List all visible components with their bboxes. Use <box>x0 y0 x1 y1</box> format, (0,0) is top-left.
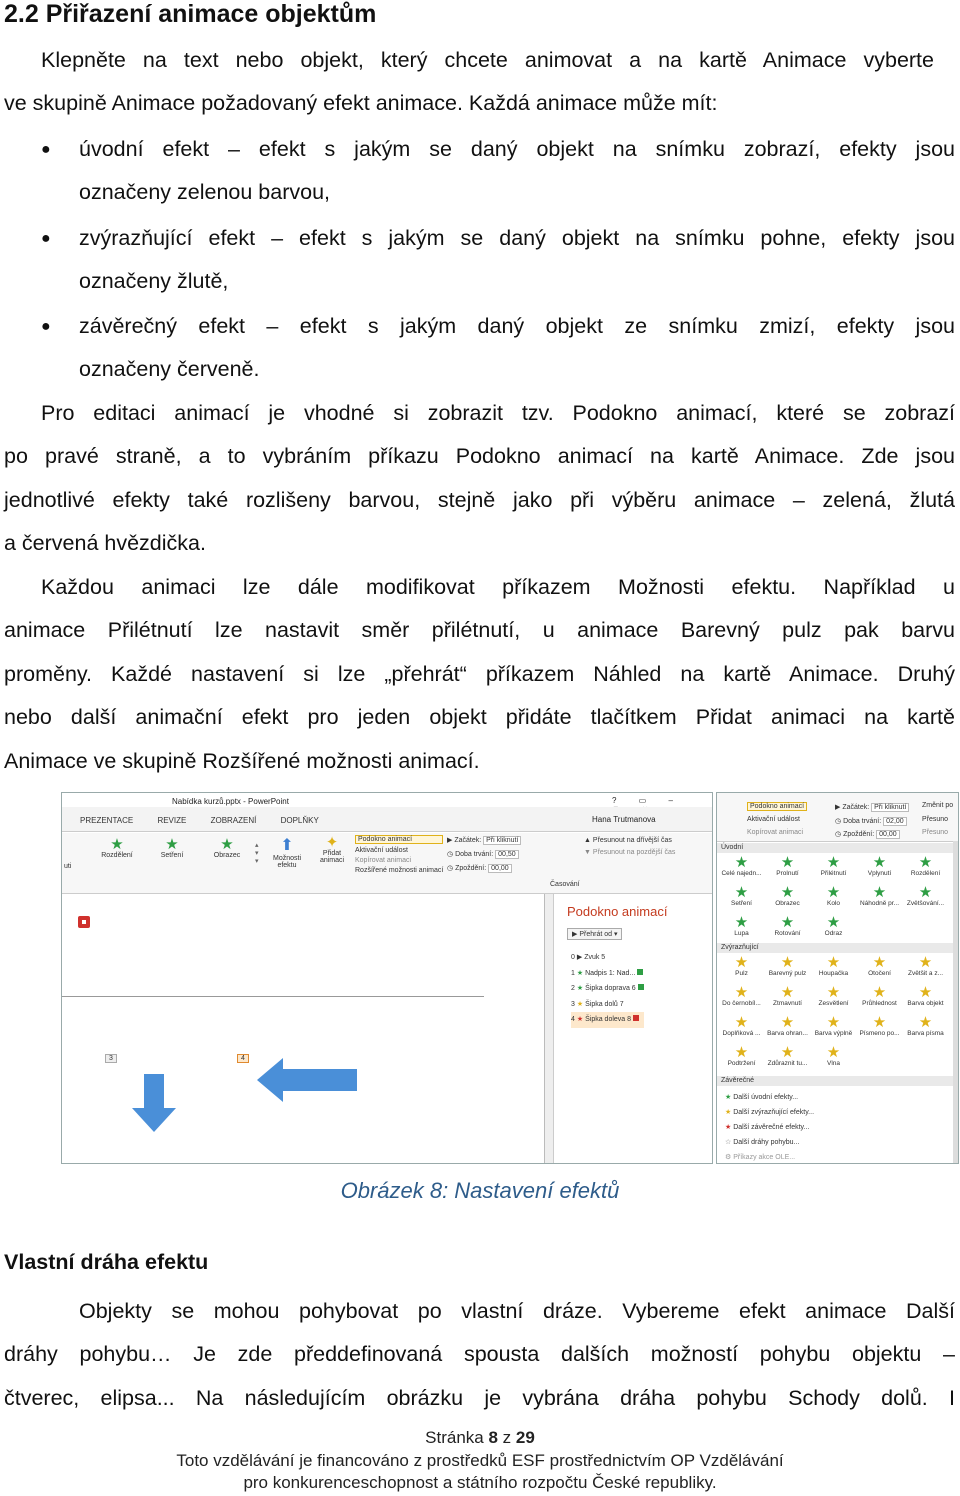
footer-line-2: pro konkurenceschopnost a státního rozpočtu České republiky. <box>243 1473 717 1492</box>
star-icon: ★ <box>734 1044 749 1061</box>
gallery-effect-item[interactable] <box>719 1045 764 1067</box>
gallery-effect-label: Barva písma <box>907 1030 944 1037</box>
para3-line-3: proměny. Každé nastavení si lze „přehrát“ příkazem Náhled na kartě Animace. Druhý <box>4 662 955 686</box>
green-star-icon: ★ <box>110 836 124 853</box>
bullet-1-line-1: úvodní efekt – efekt s jakým se daný objekt na snímku zobrazí, efekty jsou <box>79 137 955 161</box>
page-number: Stránka 8 z 29 <box>425 1428 535 1447</box>
start-select[interactable]: Při kliknutí <box>483 836 521 845</box>
gallery-effect-label: Rozdělení <box>910 870 941 877</box>
gallery-effect-label: Barevný pulz <box>768 970 807 977</box>
duration-input[interactable]: 00,50 <box>495 850 519 859</box>
gallery-effect-item[interactable] <box>811 985 856 1007</box>
bullet-2-line-1: zvýrazňující efekt – efekt s jakým se daný objekt na snímku pohne, efekty jsou <box>79 226 955 250</box>
intro-line-1: Klepněte na text nebo objekt, který chcete animovat a na kartě Animace vyberte <box>41 48 934 72</box>
gallery-effect-label: Otočení <box>868 970 891 977</box>
gallery-effect-label: Ztmavnutí <box>773 1000 802 1007</box>
star-icon: ★ <box>734 884 749 901</box>
gallery-effect-item[interactable] <box>765 1045 810 1067</box>
gallery-effect-label: Vlna <box>826 1060 840 1067</box>
reorder-group <box>584 837 675 856</box>
gallery-effect-item[interactable] <box>811 1045 856 1067</box>
add-animation-button[interactable]: ✦ Přidat animaci <box>312 835 352 864</box>
move-later-button[interactable]: ▼ Přesunout na pozdější čas <box>584 849 676 856</box>
more-entrance-link[interactable]: ★ Další úvodní efekty... <box>725 1094 799 1101</box>
gallery-effect-item[interactable] <box>765 885 810 907</box>
star-icon: ★ <box>734 954 749 971</box>
bullet-icon: ● <box>41 318 51 335</box>
star-icon: ★ <box>734 984 749 1001</box>
gallery-effect-label: Barva ohran... <box>767 1030 808 1037</box>
pane-scrollbar[interactable] <box>545 894 554 1163</box>
star-icon: ★ <box>734 854 749 871</box>
animation-tag-3[interactable]: 3 <box>105 1054 117 1063</box>
gallery-effect-item[interactable] <box>719 955 764 977</box>
gallery-effect-item[interactable] <box>811 885 856 907</box>
pane-list <box>571 950 644 1028</box>
gallery-effect-label: Vplynutí <box>867 870 892 877</box>
star-icon: ★ <box>780 914 795 931</box>
star-icon: ★ <box>918 854 933 871</box>
tab-prezentace[interactable]: PREZENTACE <box>80 816 134 825</box>
bullet-2-line-2: označeny žlutě, <box>79 269 229 293</box>
gallery-effect-item[interactable] <box>857 855 902 877</box>
gallery-effect-label: Přilétnutí <box>820 870 847 877</box>
star-icon: ★ <box>780 1014 795 1031</box>
gallery-effect-label: Setření <box>731 900 752 907</box>
effect-options-button[interactable]: ⬆ Možnosti efektu <box>267 835 307 869</box>
para3-line-1: Každou animaci lze dále modifikovat příkazem Možnosti efektu. Například u <box>41 575 955 599</box>
pane-item[interactable]: 2 ★ Šipka doprava 6 <box>571 981 644 997</box>
gallery-effect-item[interactable] <box>765 985 810 1007</box>
gallery-effect-item[interactable] <box>719 855 764 877</box>
figure-caption: Obrázek 8: Nastavení efektů <box>340 1178 620 1203</box>
powerpoint-screenshot <box>61 792 713 1164</box>
gallery-effect-item[interactable] <box>811 855 856 877</box>
gallery-move-later[interactable]: Přesuno <box>922 829 949 836</box>
star-icon: ★ <box>826 984 841 1001</box>
star-icon: ★ <box>780 984 795 1001</box>
para2-line-1: Pro editaci animací je vhodné si zobrazit tzv. Podokno animací, které se zobrazí <box>41 401 955 425</box>
tab-doplnky[interactable]: DOPLŇKY <box>280 816 319 825</box>
star-icon: ★ <box>872 984 887 1001</box>
gallery-delay-input[interactable]: 00,00 <box>876 830 900 839</box>
gallery-effect-label: Pulz <box>735 970 748 977</box>
gallery-effect-label: Obrazec <box>775 900 800 907</box>
star-icon: ★ <box>872 884 887 901</box>
gallery-effect-label: Doplňková ... <box>722 1030 761 1037</box>
star-icon: ★ <box>780 954 795 971</box>
section-exit: Závěrečné <box>717 1076 957 1086</box>
intro-line-2: ve skupině Animace požadovaný efekt animace. Každá animace může mít: <box>4 91 718 115</box>
gallery-effect-label: Zdůraznit tu... <box>767 1060 808 1067</box>
star-icon: ★ <box>918 1014 933 1031</box>
gallery-effect-label: Prolnutí <box>776 870 799 877</box>
ribbon <box>62 833 712 894</box>
gallery-effect-item[interactable] <box>765 915 810 937</box>
gallery-effect-label: Barva objekt <box>907 1000 944 1007</box>
gallery-effect-label: Do černobíl... <box>722 1000 761 1007</box>
para2-line-2: po pravé straně, a to vybráním příkazu Podokno animací na kartě Animace. Zde jsou <box>4 444 955 468</box>
slide-canvas[interactable] <box>62 894 544 1163</box>
star-icon: ★ <box>826 954 841 971</box>
gallery-effect-item[interactable] <box>719 1015 764 1037</box>
pane-item[interactable]: 1 ★ Nadpis 1: Nad... <box>571 966 644 982</box>
gallery-effect-label: Zesvětlení <box>818 1000 849 1007</box>
gallery-effect-label: Průhlednost <box>862 1000 897 1007</box>
delay-input[interactable]: 00,00 <box>488 864 512 873</box>
animation-pane-button[interactable]: Podokno animací <box>355 835 443 844</box>
gallery-effect-item[interactable] <box>857 985 902 1007</box>
move-earlier-button[interactable]: ▲ Přesunout na dřívější čas <box>584 837 672 844</box>
effect-setreni[interactable]: ★ Setření <box>152 837 192 859</box>
more-emphasis-link[interactable]: ★ Další zvýrazňující efekty... <box>725 1109 815 1116</box>
gallery-effect-label: Houpačka <box>818 970 849 977</box>
pane-item[interactable]: 0 ▶ Zvuk 5 <box>571 954 606 961</box>
animation-painter-button[interactable]: Kopírovat animaci <box>355 857 412 864</box>
gallery-effect-item[interactable] <box>765 955 810 977</box>
more-motion-paths-link[interactable]: ☆ Další dráhy pohybu... <box>725 1139 800 1146</box>
star-icon: ★ <box>872 1014 887 1031</box>
play-from-button[interactable]: ▶ Přehrát od ▾ <box>567 928 622 940</box>
star-icon: ★ <box>826 914 841 931</box>
para2-line-4: a červená hvězdička. <box>4 531 206 555</box>
gallery-effect-item[interactable] <box>857 885 902 907</box>
bullet-1-line-2: označeny zelenou barvou, <box>79 180 331 204</box>
ribbon-cut-label: uti <box>64 863 72 870</box>
gallery-effect-label: Rotování <box>774 930 801 937</box>
window-controls[interactable]: ? ▭ – <box>612 796 683 805</box>
effect-rozdeleni[interactable]: ★ Rozdělení <box>97 837 137 859</box>
star-icon: ★ <box>826 854 841 871</box>
effect-obrazec[interactable]: ★ Obrazec <box>207 837 247 859</box>
section-heading: 2.2 Přiřazení animace objektům <box>4 0 377 28</box>
section-emphasis: Zvýrazňující <box>717 943 957 953</box>
green-star-icon: ★ <box>220 836 234 853</box>
gallery-effect-item[interactable] <box>765 1015 810 1037</box>
star-icon: ★ <box>918 884 933 901</box>
gallery-scrollbar[interactable] <box>953 841 958 1163</box>
star-icon: ★ <box>734 914 749 931</box>
gallery-effect-item[interactable] <box>719 915 764 937</box>
gallery-effect-label: Náhodně pr... <box>859 900 900 907</box>
star-plus-icon: ✦ <box>325 834 339 851</box>
bullet-icon: ● <box>41 230 51 247</box>
gallery-scroll-icon[interactable]: ▴ ▾ ▾ <box>255 842 259 865</box>
star-icon: ★ <box>918 984 933 1001</box>
gallery-effect-label: Zvětšit a z... <box>907 970 944 977</box>
gallery-painter[interactable]: Kopírovat animaci <box>747 829 804 836</box>
gallery-effect-item[interactable] <box>903 985 948 1007</box>
down-arrow-shape[interactable] <box>132 1074 176 1132</box>
gallery-effect-label: Kolo <box>826 900 840 907</box>
star-icon: ★ <box>826 1014 841 1031</box>
gallery-effect-item[interactable] <box>857 1015 902 1037</box>
gallery-effect-item[interactable] <box>903 1015 948 1037</box>
star-icon: ★ <box>734 1014 749 1031</box>
gallery-effect-label: Celé najedn... <box>721 870 762 877</box>
gallery-effect-label: Podtržení <box>727 1060 756 1067</box>
gallery-effect-item[interactable] <box>857 955 902 977</box>
tab-zobrazeni[interactable]: ZOBRAZENÍ <box>210 816 257 825</box>
trigger-button[interactable]: Aktivační událost <box>355 847 408 854</box>
star-icon: ★ <box>780 1044 795 1061</box>
gallery-effect-item[interactable] <box>811 915 856 937</box>
gallery-effect-label: Odraz <box>824 930 843 937</box>
para3-line-4: nebo další animační efekt pro jeden objekt přidáte tlačítkem Přidat animaci na kartě <box>4 705 955 729</box>
animation-tag-4[interactable]: 4 <box>237 1054 249 1063</box>
star-icon: ★ <box>826 1044 841 1061</box>
gallery-pane-button[interactable]: Podokno animací <box>747 802 807 811</box>
bullet-3-line-1: závěrečný efekt – efekt s jakým daný objekt ze snímku zmizí, efekty jsou <box>79 314 955 338</box>
more-effects-list <box>725 1090 814 1164</box>
more-exit-link[interactable]: ★ Další závěrečné efekty... <box>725 1124 810 1131</box>
pane-item[interactable]: 3 ★ Šipka dolů 7 <box>571 1000 624 1008</box>
pane-item-selected[interactable]: 4 ★ Šipka doleva 8 <box>571 1012 644 1028</box>
left-arrow-shape[interactable] <box>257 1058 357 1102</box>
gallery-effect-item[interactable] <box>903 885 948 907</box>
gallery-effect-item[interactable] <box>719 885 764 907</box>
para3-line-5: Animace ve skupině Rozšířené možnosti animací. <box>4 749 480 773</box>
para2-line-3: jednotlivé efekty také rozlišeny barvou, stejně jako při výběru animace – zelená, žlutá <box>4 488 955 512</box>
tab-revize[interactable]: REVIZE <box>157 816 187 825</box>
green-star-icon: ★ <box>165 836 179 853</box>
section-entrance: Úvodní <box>717 843 957 853</box>
star-icon: ★ <box>872 854 887 871</box>
gallery-effect-label: Písmeno po... <box>859 1030 900 1037</box>
gallery-duration-input[interactable]: 02,00 <box>883 817 907 826</box>
star-icon: ★ <box>826 884 841 901</box>
para3-line-2: animace Přilétnutí lze nastavit směr přilétnutí, u animace Barevný pulz pak barvu <box>4 618 955 642</box>
gallery-reorder-label: Změnit po <box>922 802 954 809</box>
gallery-move-earlier[interactable]: Přesuno <box>922 816 949 823</box>
bullet-icon: ● <box>41 141 51 158</box>
bullet-3-line-2: označeny červeně. <box>79 357 260 381</box>
gallery-effect-item[interactable] <box>765 855 810 877</box>
window-title: Nabídka kurzů.pptx - PowerPoint <box>172 797 289 806</box>
arrow-up-icon: ⬆ <box>280 837 294 854</box>
gallery-effect-item[interactable] <box>719 985 764 1007</box>
gallery-effect-item[interactable] <box>811 955 856 977</box>
timing-group: ▶ Začátek: Při kliknutí ◷ Doba trvání: 00,50 ◷ Zpoždění: 00,00 <box>447 835 521 874</box>
gallery-effect-item[interactable] <box>903 955 948 977</box>
para4-line-3: čtverec, elipsa... Na následujícím obrázku je vybrána dráha pohybu Schody dolů. I <box>4 1386 955 1410</box>
gallery-start-select[interactable]: Při kliknutí <box>871 803 909 812</box>
gallery-effect-item[interactable] <box>903 855 948 877</box>
gallery-effect-item[interactable] <box>811 1015 856 1037</box>
animation-pane <box>544 894 713 1163</box>
ole-actions-link[interactable]: ⚙ Příkazy akce OLE... <box>725 1154 796 1161</box>
pane-title: Podokno animací <box>567 904 668 919</box>
slide-line <box>62 996 484 997</box>
animation-gallery-screenshot: Podokno animací Aktivační událost Kopírovat animaci ▶ Začátek: Při kliknutí ◷ Doba trvání: 02,00 ◷ Zpoždění: 00,00 Změnit po Přesuno Přesuno Úvodní ★ Celé najedn... ★ Prolnutí ★ Přilétnutí ★ Vplynutí ★ Rozdělení ★ Setření ★ Obrazec ★ Kolo ★ Náhodně pr... ★ Zvětšování... ★ Lupa ★ Rotování ★ Odraz Zvýrazňující ★ Pulz ★ Barevný pulz ★ Houpačka ★ Otočení ★ Zvětšit a z... ★ Do černobíl... ★ Ztmavnutí ★ Zesvětlení ★ Průhlednost ★ Barva objekt ★ Doplňková ... ★ Barva ohran... ★ Barva výplně ★ Písmeno po... ★ Barva písma ★ Podtržení ★ Zdůraznit tu... ★ Vlna Závěrečné ★ Další úvodní efekty... ★ Další zvýrazňující efekty... ★ Další závěrečné efekty... ☆ Další dráhy pohybu... ⚙ Příkazy akce OLE... <box>716 792 959 1164</box>
gallery-trigger[interactable]: Aktivační událost <box>747 816 800 823</box>
gallery-effect-label: Barva výplně <box>814 1030 853 1037</box>
star-icon: ★ <box>780 854 795 871</box>
footer-line-1: Toto vzdělávání je financováno z prostředků ESF prostřednictvím OP Vzdělávání <box>176 1451 784 1470</box>
ribbon-tabs <box>62 807 712 832</box>
subheading: Vlastní dráha efektu <box>4 1250 209 1274</box>
advanced-animation-group: Rozšířené možnosti animací <box>355 867 444 874</box>
gallery-effect-label: Zvětšování... <box>906 900 945 907</box>
user-name[interactable]: Hana Trutmanova <box>592 815 656 824</box>
star-icon: ★ <box>918 954 933 971</box>
star-icon: ★ <box>872 954 887 971</box>
para4-line-1: Objekty se mohou pohybovat po vlastní dráze. Vybereme efekt animace Další <box>79 1299 955 1323</box>
gallery-effect-label: Lupa <box>734 930 749 937</box>
timing-group-label: Časování <box>550 881 580 888</box>
star-icon: ★ <box>780 884 795 901</box>
para4-line-2: dráhy pohybu… Je zde předdefinovaná spousta dalších možností pohybu objektu – <box>4 1342 955 1366</box>
